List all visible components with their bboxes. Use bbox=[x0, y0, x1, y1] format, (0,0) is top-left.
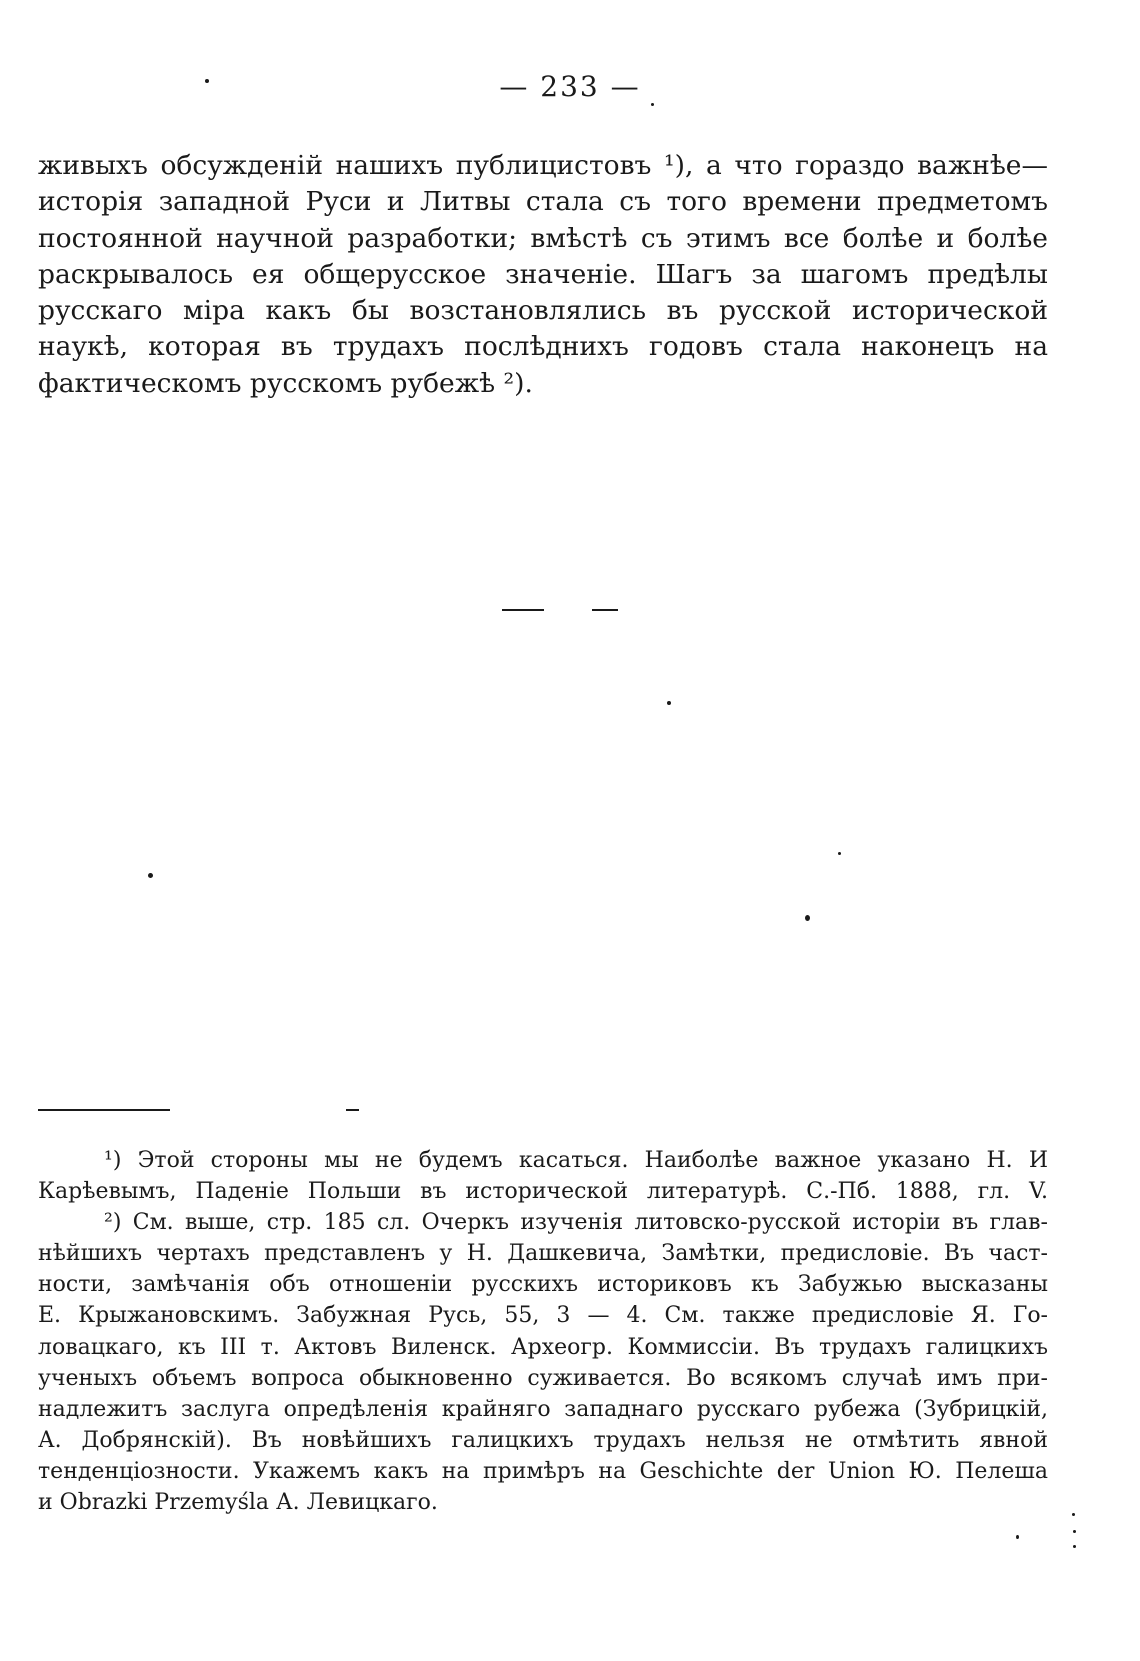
footnote-line: и Obrazki Przemyśla А. Левицкаго. bbox=[38, 1490, 438, 1516]
footnote-line: надлежитъ заслуга опредѣленія крайняго западнаго русскаго рубежа (Зубрицкій, bbox=[38, 1396, 1048, 1422]
footnote-line: ловацкаго, къ III т. Актовъ Виленск. Археогр. Коммиссіи. Въ трудахъ галицкихъ bbox=[38, 1334, 1048, 1360]
footnote-divider-mark bbox=[346, 1109, 359, 1111]
body-line: наукѣ, которая въ трудахъ послѣднихъ годовъ стала наконецъ на bbox=[38, 331, 1048, 363]
footnotes bbox=[38, 1145, 1048, 1518]
footnote-line: ученыхъ объемъ вопроса обыкновенно суживается. Во всякомъ случаѣ имъ при- bbox=[38, 1365, 1048, 1391]
page-number: — 233 — bbox=[499, 70, 641, 103]
print-speck bbox=[1072, 1513, 1075, 1516]
body-line: фактическомъ русскомъ рубежѣ ²). bbox=[38, 367, 533, 399]
main-text bbox=[38, 148, 1048, 402]
print-speck bbox=[148, 873, 153, 878]
print-speck bbox=[205, 79, 209, 83]
print-speck bbox=[1073, 1545, 1076, 1548]
print-speck bbox=[1016, 1535, 1019, 1539]
footnote-line: ности, замѣчанія объ отношеніи русскихъ историковъ къ Забужью высказаны bbox=[38, 1272, 1048, 1298]
body-line: постоянной научной разработки; вмѣстѣ съ этимъ все болѣе и болѣе bbox=[38, 222, 1048, 254]
footnote-line: Карѣевымъ, Паденіе Польши въ исторической литературѣ. С.-Пб. 1888, гл. V. bbox=[38, 1179, 1048, 1205]
footnote-line: А. Добрянскій). Въ новѣйшихъ галицкихъ трудахъ нельзя не отмѣтить явной bbox=[38, 1427, 1048, 1453]
footnote-line: нѣйшихъ чертахъ представленъ у Н. Дашкевича, Замѣтки, предисловіе. Въ част- bbox=[38, 1241, 1048, 1267]
footnote-line: ¹) Этой стороны мы не будемъ касаться. Наиболѣе важное указано Н. И bbox=[104, 1148, 1048, 1173]
separator-dash bbox=[502, 609, 544, 611]
print-speck bbox=[805, 915, 810, 921]
footnote-line: тенденціозности. Укажемъ какъ на примѣръ на Geschichte der Union Ю. Пелеша bbox=[38, 1458, 1048, 1484]
print-speck bbox=[651, 103, 654, 106]
body-line: исторія западной Руси и Литвы стала съ того времени предметомъ bbox=[38, 186, 1048, 218]
section-separator bbox=[502, 609, 622, 611]
footnote-line: Е. Крыжановскимъ. Забужная Русь, 55, 3 — 4. См. также предисловіе Я. Го- bbox=[38, 1303, 1048, 1329]
body-line: раскрывалось ея общерусское значеніе. Шагъ за шагомъ предѣлы bbox=[38, 258, 1048, 290]
footnote-line: ²) См. выше, стр. 185 сл. Очеркъ изученія литовско-русской исторіи въ глав- bbox=[104, 1210, 1048, 1236]
footnote-divider bbox=[38, 1109, 170, 1111]
separator-dash bbox=[592, 609, 618, 611]
print-speck bbox=[667, 701, 671, 705]
print-speck bbox=[838, 852, 841, 855]
body-line: живыхъ обсужденій нашихъ публицистовъ ¹), а что гораздо важнѣе— bbox=[38, 150, 1048, 181]
print-speck bbox=[1073, 1530, 1076, 1533]
body-line: русскаго міра какъ бы возстановлялись въ русской исторической bbox=[38, 295, 1048, 327]
